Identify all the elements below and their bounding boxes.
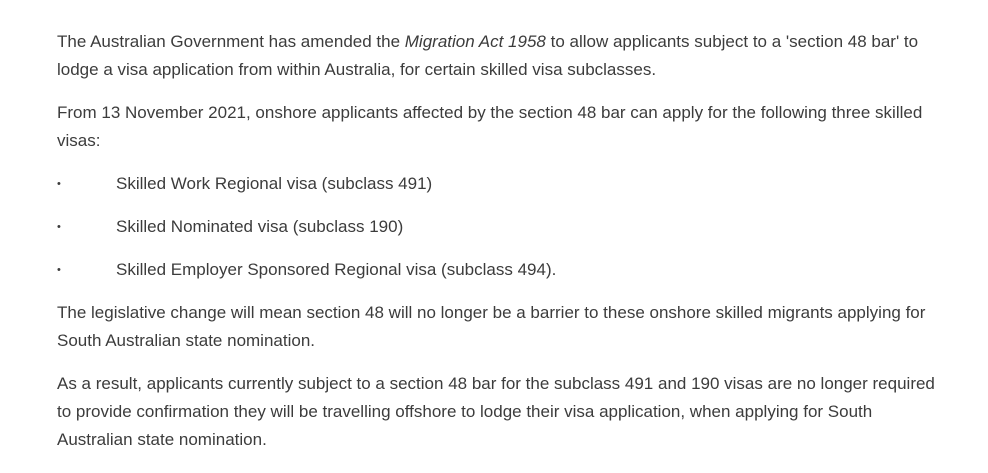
act-name: Migration Act 1958 [404, 32, 546, 51]
result-paragraph: As a result, applicants currently subject to a section 48 bar for the subclass 491 and 190 visas are no longer required to provide confirmation they will be travelling offshore to lodge their visa application, when applying for South Australian state nomination. [57, 374, 935, 449]
bullet-icon: • [57, 221, 61, 233]
bullet-icon: • [57, 178, 61, 190]
list-item-label: Skilled Work Regional visa (subclass 491) [116, 174, 433, 193]
date-paragraph: From 13 November 2021, onshore applicants affected by the section 48 bar can apply for the following three skilled visas: [57, 103, 923, 150]
intro-text-start: The Australian Government has amended the [57, 32, 405, 51]
list-item [57, 170, 937, 198]
intro-paragraph [57, 28, 937, 84]
intro-text-end: to allow applicants subject to a 'section 48 bar' to lodge a visa application from within Australia, for certain skilled visa subclasses. [57, 32, 919, 79]
bullet-icon: • [57, 264, 61, 276]
list-item-label: Skilled Employer Sponsored Regional visa (subclass 494). [116, 260, 557, 279]
visa-list [57, 170, 937, 284]
list-item-label: Skilled Nominated visa (subclass 190) [116, 217, 404, 236]
article-body [57, 28, 937, 454]
list-item [57, 256, 937, 284]
legislative-change-paragraph: The legislative change will mean section 48 will no longer be a barrier to these onshore skilled migrants applying for South Australian state nomination. [57, 303, 926, 350]
list-item [57, 213, 937, 241]
